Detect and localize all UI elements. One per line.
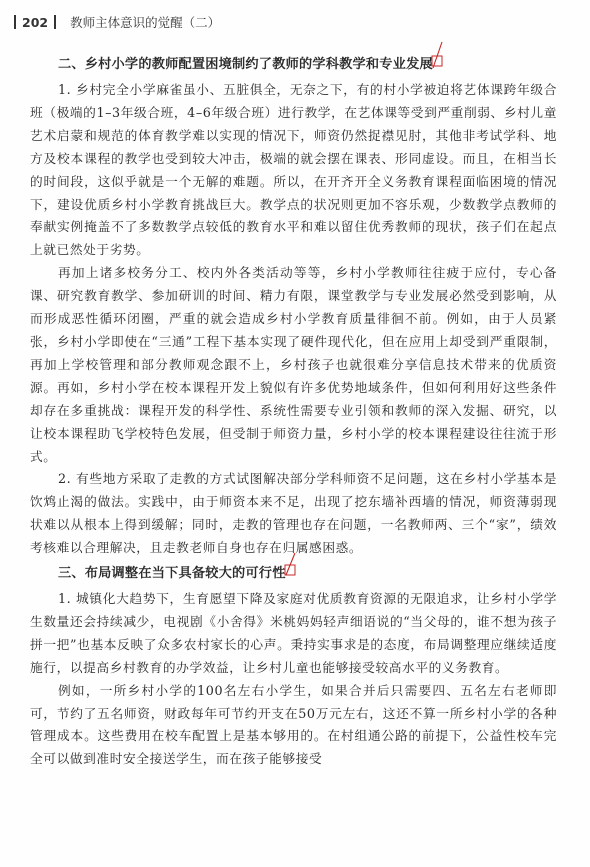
- running-title: 教师主体意识的觉醒（二）: [70, 15, 221, 30]
- header-divider: [14, 15, 16, 29]
- section-heading: [30, 560, 557, 588]
- paragraph: 1. 乡村完全小学麻雀虽小、五脏俱全，无奈之下，有的村小学被迫将艺体课跨年级合班（极端的1–3年级合班，4–6年级合班）进行教学，在艺体课等受到严重削弱、乡村儿童艺术启蒙和规范的体育教学难以实现的情况下，师资仍然捉襟见肘，其他非考试学科、地方及校本课程的教学也受到较大冲击，极端的就会摆在课表、形同虚设。而且，在相当长的时间段，这似乎就是一个无解的难题。所以，在开齐开全义务教育课程面临困境的情况下，建设优质乡村小学教育挑战巨大。教学点的状况则更加不容乐观，少数教学点教师的奉献实例掩盖不了多数教学点较低的教育水平和难以留住优秀教师的现状，孩子们在起点上就已然处于劣势。: [30, 82, 557, 258]
- paragraph: 例如，一所乡村小学的100名左右小学生，如果合并后只需要四、五名左右老师即可，节约了五名师资，财政每年可节约开支在50万元左右，这还不算一所乡村小学的各种管理成本。这些费用在校车配置上是基本够用的。在村组通公路的前提下，公益性校车完全可以做到准时安全接送学生，而在孩子能够接受: [30, 682, 557, 767]
- section-heading-text: 二、乡村小学的教师配置困境制约了教师的学科教学和专业发展: [58, 57, 433, 72]
- running-header: [8, 12, 220, 32]
- section-heading-text: 三、布局调整在当下具备较大的可行性: [58, 566, 286, 582]
- red-pen-mark: [286, 565, 296, 579]
- page-number: 202: [22, 14, 49, 30]
- body-text: [30, 51, 557, 771]
- red-pen-mark: [433, 56, 443, 70]
- paragraph: 再加上诸多校务分工、校内外各类活动等等，乡村小学教师往往疲于应付，专心备课、研究教育教学、参加研训的时间、精力有限，课堂教学与专业发展必然受到影响，从而形成恶性循环闭圈，严重的就会造成乡村小学教育质量徘徊不前。例如，由于人员紧张，乡村小学即使在“三通”工程下基本实现了硬件现代化，但在应用上却受到严重限制，再加上学校管理和部分教师观念跟不上，乡村孩子也就很难分享信息技术带来的优质资源。再如，乡村小学在校本课程开发上貌似有许多优势地域条件，但如何利用好这些条件却存在多重挑战：课程开发的科学性、系统性需要专业引领和教师的深入发掘、研究，以让校本课程助飞学校特色发展，但受制于师资力量，乡村小学的校本课程建设往往流于形式。: [30, 265, 557, 464]
- section-heading: [30, 51, 557, 79]
- paragraph: 2. 有些地方采取了走教的方式试图解决部分学科师资不足问题，这在乡村小学基本是饮鸩止渴的做法。实践中，由于师资本来不足，出现了挖东墙补西墙的情况，师资薄弱现状难以从根本上得到缓解；同时，走教的管理也存在问题，一名教师两、三个“家”，绩效考核难以合理解决，且走教老师自身也存在归属感困惑。: [30, 471, 557, 556]
- paragraph: 1. 城镇化大趋势下，生育愿望下降及家庭对优质教育资源的无限追求，让乡村小学学生数量还会持续减少，电视剧《小舍得》米桃妈妈轻声细语说的“当父母的，谁不想为孩子拼一把”也基本反映了众多农村家长的心声。秉持实事求是的态度，布局调整理应继续适度施行，以提高乡村教育的办学效益，让乡村儿童也能够接受较高水平的义务教育。: [30, 591, 557, 675]
- header-divider: [54, 15, 56, 29]
